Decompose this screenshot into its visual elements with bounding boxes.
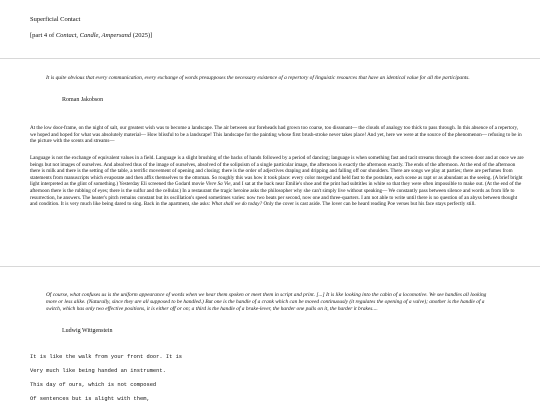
subtitle-suffix: (2025)]: [131, 32, 153, 39]
poem-line-3: This day of ours, which is not composed: [30, 382, 157, 388]
epigraph-jakobson-quote: It is quite obvious that every communication, every exchange of words presupposes the necessary existence of a repertory of linguistic resources that have an identical value for all the participants.: [46, 75, 470, 81]
epigraph-wittgenstein-author: Ludwig Wittgenstein: [62, 328, 113, 334]
question-quote: What shall we do today?: [211, 201, 263, 208]
poem-line-1: It is like the walk from your front door. It is: [30, 354, 183, 360]
divider-middle: [0, 266, 540, 267]
movie-title: Vivre Sa Vie: [205, 181, 231, 188]
poem-line-2: Very much like being handed an instrument.: [30, 368, 166, 374]
divider-top: [0, 58, 540, 59]
poem-line-4: Of sentences but is alight with them,: [30, 396, 150, 402]
subtitle-book-title: Contact, Candle, Ampersand: [55, 32, 132, 39]
paragraph-2-text-a: Language is not the exchange of equivalent values in a field. Language is a slight brushing of the backs of hands followed by a period of dancing; language is when something fast and tacit streams through the screen door and at once we are beings but not images of ourselves. And absolved thus of the image of ourselves, absolved of the solipsism of a single particular image, the afternoon is exactly the afternoon exactly. The ends of the afternoon. At the end of the afternoon there is milk and there is the setting of the table, a terrific movement of opening and closing; there is the order of adjectives draping and dripping and falling off our shoulders. There are songs we play at parties; there are perfumes from statements from manuscripts which evaporate and then affix themselves to the ottoman. So roughly this was how it took place: every color merged and held fast to the postulate, each scene as rapt or as abundant as the seeing. (A brief bright light interpreted as the glint of something.) Yesterday Eli screened the Godard movie: [30, 155, 524, 188]
body-paragraph-2: [30, 155, 524, 208]
body-paragraph-1: At the low door-frame, on the night of salt, our greatest wish was to become a landscape. The air between our foreheads had grown too coarse, too dissonant— the clouds of analogy too thick to pass through. In this absence of a repertory, we hoped and hoped for what was absolutely material— How blissful to be a landscape! This landscape for the painting whose first brush-stroke never takes place! And yet, here we were at the source of the phenomenon— refusing to be in the picture with the scents and streams—: [30, 125, 522, 145]
page-title: Superficial Contact: [30, 16, 81, 23]
paragraph-2-text-c: Only the cover is cast aside. The lover can be heard reading Poe verses but his face stays perfectly still.: [262, 201, 476, 208]
epigraph-jakobson-author: Roman Jakobson: [62, 97, 104, 103]
subtitle-prefix: [part 4 of: [30, 32, 56, 39]
page-subtitle: [30, 32, 152, 39]
paragraph-2-text-b: , and I sat at the back near Emilie's shoe and the print had subtitles in white so that they were often impossible to make out. (At the end of the afternoon there is the rubbing of eyes; there is the sulfur and the cellular.) In a restaurant the tragic heroine asks the philosopher why she can't simply live without speaking— We constantly pass between silence and words as from life to resurrection, he answers. The heater's pitch remains constant but its oscillation's speed sometimes varies: now two beats per second, now one and three-quarters. I am not able to write until there is no question of an abyss between thought and condition. It is very much like being dared to sing. Back in the apartment, she asks:: [30, 181, 522, 208]
epigraph-wittgenstein-quote: Of course, what confuses us is the uniform appearance of words when we hear them spoken or meet them in script and print. [...] It is like looking into the cabin of a locomotive. We see handles all looking more or less alike. (Naturally, since they are all supposed to be handled.) But one is the handle of a crank which can be moved continuously (it regulates the opening of a valve); another is the handle of a switch, which has only two effective positions, it is either off or on; a third is the handle of a brake-lever, the harder one pulls on it, the harder it brakes....: [46, 292, 487, 313]
